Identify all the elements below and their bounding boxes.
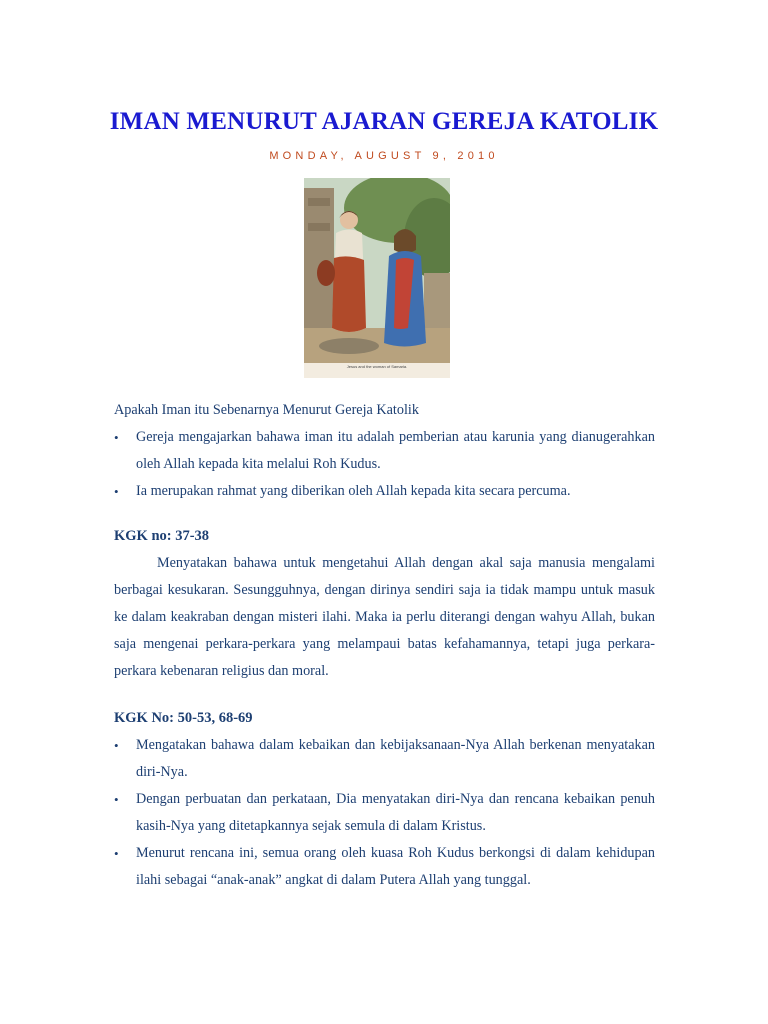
list-item-text: Menurut rencana ini, semua orang oleh kuasa Roh Kudus berkongsi di dalam kehidupan ilahi sebagai “anak-anak” angkat di dalam Putera Allah yang tunggal. xyxy=(136,845,655,888)
image-caption: Jesus and the woman of Samaria. xyxy=(346,364,408,369)
list-item xyxy=(114,786,655,840)
intro-text: Apakah Iman itu Sebenarnya Menurut Gereja Katolik xyxy=(114,402,419,418)
section-bullet-list xyxy=(114,732,655,894)
page-title: IMAN MENURUT AJARAN GEREJA KATOLIK xyxy=(109,108,659,135)
list-item: • Gereja mengajarkan bahawa iman itu adalah pemberian atau karunia yang dianugerahkan oleh Allah kepada kita melalui Roh Kudus. xyxy=(114,424,655,478)
section-paragraph: Menyatakan bahawa untuk mengetahui Allah dengan akal saja manusia mengalami berbagai kesukaran. Sesungguhnya, dengan dirinya sendiri saja ia tidak mampu untuk masuk ke dalam keakraban dengan misteri ilahi. Maka ia perlu diterangi dengan wahyu Allah, bukan saja mengenai perkara-perkara yang melampaui batas kefahamannya, tetapi juga perkara-perkara kebenaran religius dan moral. xyxy=(114,555,655,679)
list-item: • Ia merupakan rahmat yang diberikan oleh Allah kepada kita secara percuma. xyxy=(114,478,655,505)
illustration-jesus-samaritan-woman xyxy=(304,178,450,378)
intro-bullet-list xyxy=(114,424,655,505)
list-item xyxy=(114,732,655,786)
list-item-text: Mengatakan bahawa dalam kebaikan dan kebijaksanaan-Nya Allah berkenan menyatakan diri-Nya. xyxy=(136,737,655,780)
section-heading-kgk-50-53: KGK No: 50-53, 68-69 xyxy=(114,710,253,726)
article-body xyxy=(114,397,655,894)
illustration-drawing xyxy=(304,178,450,378)
list-item xyxy=(114,840,655,894)
post-date: MONDAY, AUGUST 9, 2010 xyxy=(269,150,499,162)
section-heading-kgk-37-38: KGK no: 37-38 xyxy=(114,528,210,544)
list-item-text: Dengan perbuatan dan perkataan, Dia menyatakan diri-Nya dan rencana kebaikan penuh kasih-Nya yang ditetapkannya sejak semula di dalam Kristus. xyxy=(136,791,655,834)
